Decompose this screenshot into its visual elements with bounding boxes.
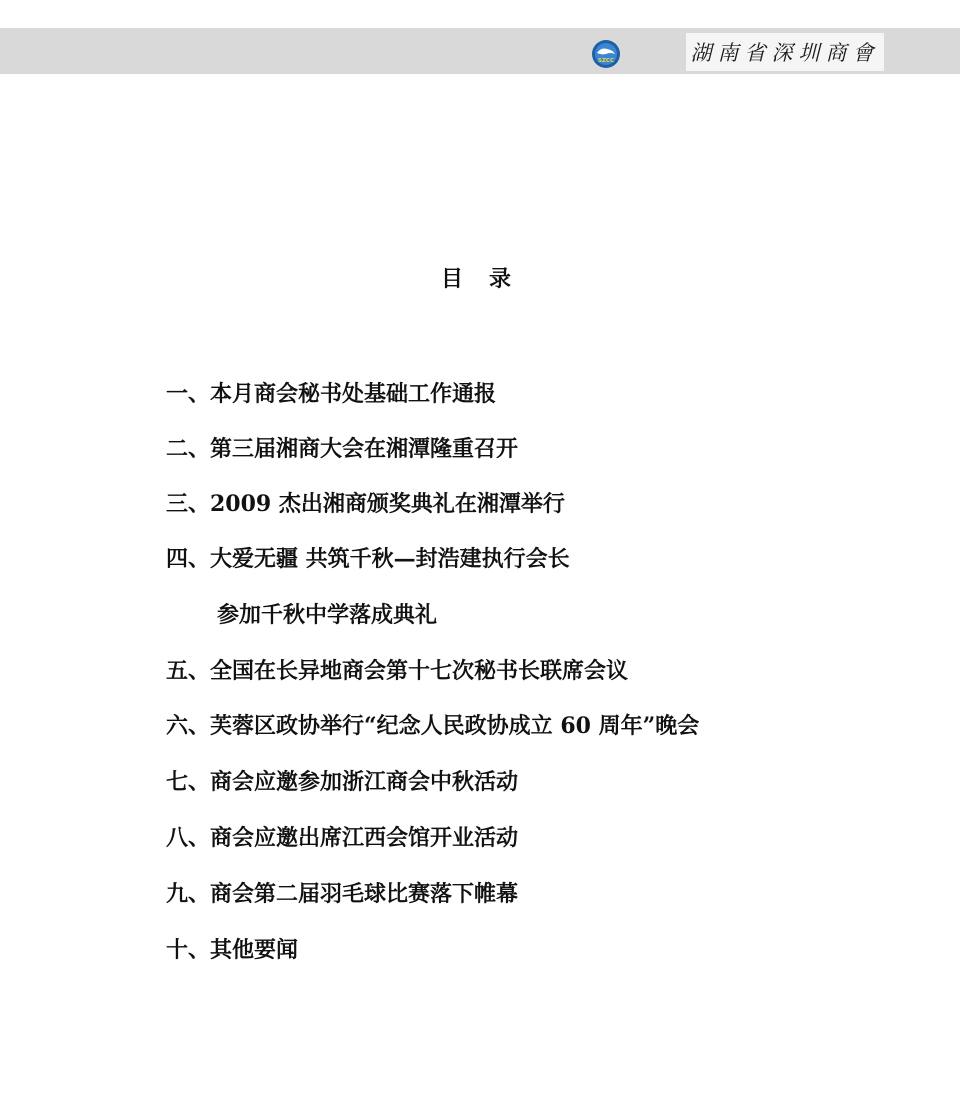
- toc-item: 六、芙蓉区政协举行“纪念人民政协成立 60 周年”晚会: [166, 713, 700, 739]
- toc-item: 二、第三届湘商大会在湘潭隆重召开: [166, 436, 519, 462]
- toc-item: 五、全国在长异地商会第十七次秘书长联席会议: [166, 658, 629, 684]
- toc-item: 九、商会第二届羽毛球比赛落下帷幕: [166, 881, 519, 907]
- org-name: 湖南省深圳商會: [686, 33, 884, 71]
- toc-item: 八、商会应邀出席江西会馆开业活动: [166, 825, 519, 851]
- logo-text: SZCC: [597, 58, 615, 64]
- toc-item: 四、大爱无疆 共筑千秋—封浩建执行会长: [166, 546, 570, 572]
- toc-item: 一、本月商会秘书处基础工作通报: [166, 381, 497, 407]
- szcc-logo: [591, 39, 621, 69]
- toc-title: 目录: [440, 266, 537, 292]
- toc-item-continuation: 参加千秋中学落成典礼: [217, 602, 438, 628]
- toc-item: 十、其他要闻: [166, 937, 299, 963]
- toc-item: 三、2009 杰出湘商颁奖典礼在湘潭举行: [166, 491, 565, 517]
- toc-item: 七、商会应邀参加浙江商会中秋活动: [166, 769, 519, 795]
